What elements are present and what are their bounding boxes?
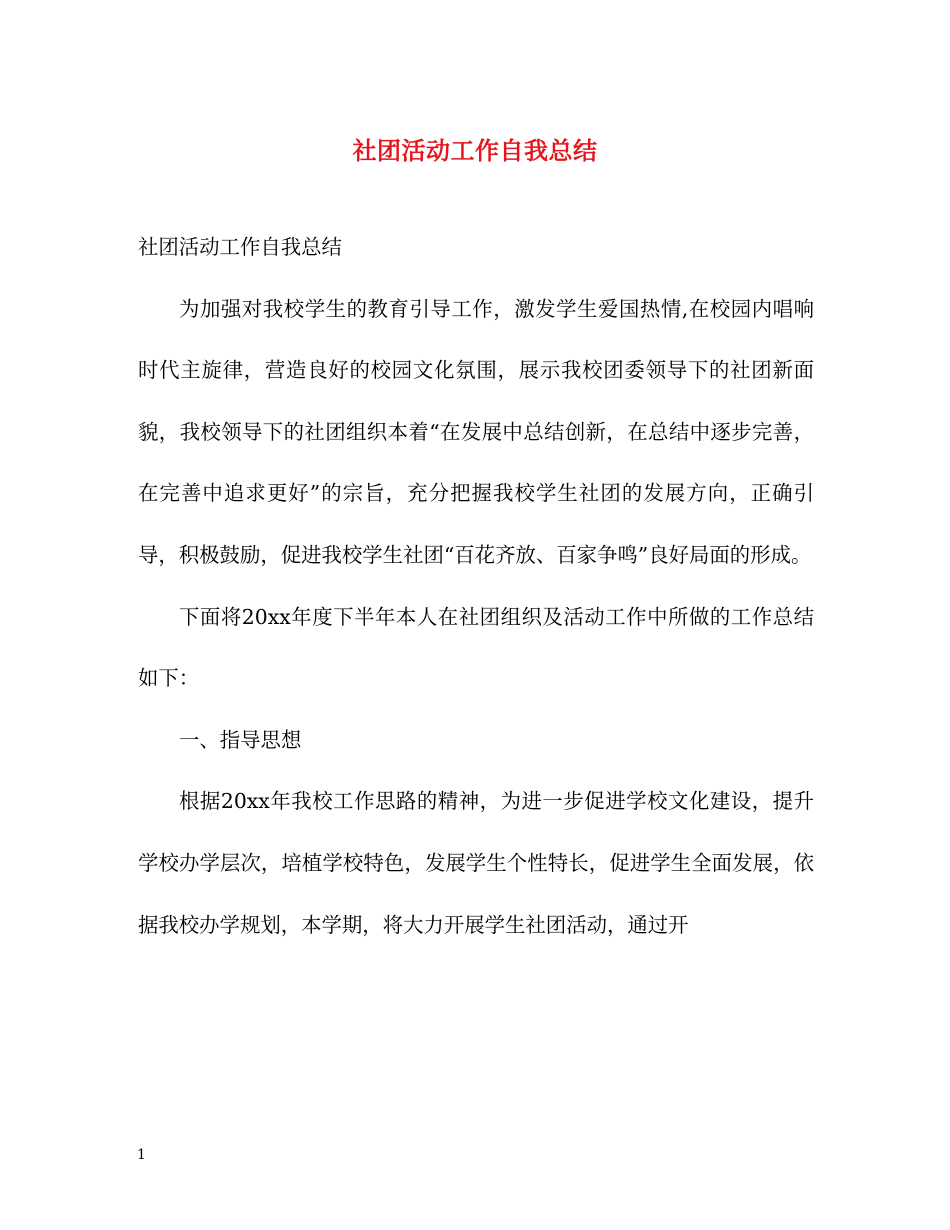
document-body (138, 217, 814, 956)
page-number: 1 (137, 1147, 146, 1163)
subtitle-paragraph: 社团活动工作自我总结 (138, 235, 342, 259)
guiding-ideology-paragraph: 根据20xx年我校工作思路的精神，为进一步促进学校文化建设，提升学校办学层次，培植学校特色，发展学生个性特长，促进学生全面发展，依据我校办学规划，本学期，将大力开展学生社团活动，通过开 (138, 789, 814, 937)
summary-lead-paragraph: 下面将20xx年度下半年本人在社团组织及活动工作中所做的工作总结如下： (138, 604, 814, 691)
document-title: 社团活动工作自我总结 (352, 136, 598, 165)
section-heading-guiding-ideology: 一、指导思想 (179, 727, 302, 752)
intro-paragraph: 为加强对我校学生的教育引导工作，激发学生爱国热情,在校园内唱响时代主旋律，营造良好的校园文化氛围，展示我校团委领导下的社团新面貌，我校领导下的社团组织本着“在发展中总结创新，在总结中逐步完善，在完善中追求更好”的宗旨，充分把握我校学生社团的发展方向，正确引导，积极鼓励，促进我校学生社团“百花齐放、百家争鸣”良好局面的形成。 (138, 296, 814, 567)
